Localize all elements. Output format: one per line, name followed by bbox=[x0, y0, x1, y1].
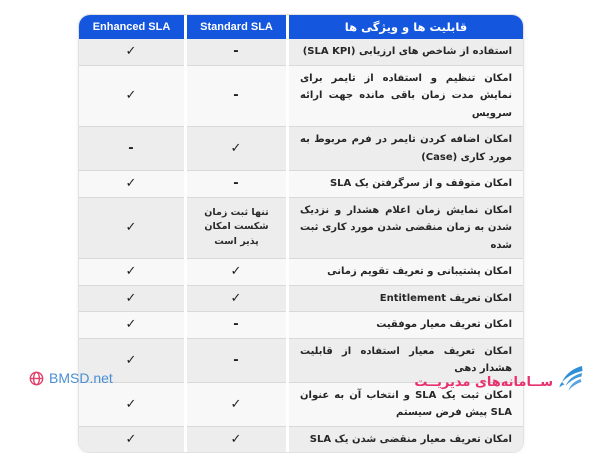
website-label: BMSD.net bbox=[49, 370, 113, 386]
header-features: قابلیت ها و ویژگی ها bbox=[289, 15, 523, 39]
standard-cell: ✓ bbox=[187, 259, 286, 286]
standard-cell: - bbox=[187, 171, 286, 198]
enhanced-cell: ✓ bbox=[79, 66, 184, 128]
enhanced-cell: ✓ bbox=[79, 39, 184, 66]
feature-cell bbox=[289, 427, 523, 453]
standard-cell: ✓ bbox=[187, 286, 286, 313]
table-row bbox=[79, 127, 523, 171]
brand-wordmark: ســامانه‌های مدیریــت bbox=[414, 375, 553, 390]
table-row bbox=[79, 259, 523, 286]
website-link[interactable] bbox=[29, 370, 113, 386]
feature-cell bbox=[289, 127, 523, 171]
feature-text: امکان اضافه کردن تایمر در فرم مربوط به مورد کاری (Case) bbox=[300, 134, 512, 163]
standard-cell: ✓ bbox=[187, 127, 286, 171]
enhanced-cell: ✓ bbox=[79, 383, 184, 427]
feature-cell bbox=[289, 171, 523, 198]
header-enhanced-sla: Enhanced SLA bbox=[79, 15, 184, 39]
table-row bbox=[79, 427, 523, 453]
enhanced-cell: ✓ bbox=[79, 259, 184, 286]
enhanced-cell: - bbox=[79, 127, 184, 171]
standard-cell: - bbox=[187, 312, 286, 339]
feature-text: امکان تعریف معیار موفقیت bbox=[376, 319, 512, 330]
brand-logo bbox=[414, 365, 584, 392]
table-row bbox=[79, 312, 523, 339]
standard-cell: ✓ bbox=[187, 383, 286, 427]
enhanced-cell: ✓ bbox=[79, 339, 184, 383]
table-row bbox=[79, 39, 523, 66]
standard-cell: - bbox=[187, 339, 286, 383]
standard-cell: - bbox=[187, 66, 286, 128]
table-row bbox=[79, 66, 523, 128]
standard-cell: تنها ثبت زمان شکست امکان پذیر است bbox=[187, 198, 286, 260]
feature-text: امکان تعریف معیار استفاده از قابلیت هشدار دهی bbox=[300, 345, 512, 374]
enhanced-cell: ✓ bbox=[79, 198, 184, 260]
feature-cell bbox=[289, 312, 523, 339]
feature-text: امکان تعریف معیار منقضی شدن یک SLA bbox=[309, 433, 512, 445]
table-header-row bbox=[79, 15, 523, 39]
feature-text: امکان ثبت یک SLA و انتخاب آن به عنوان SLA پیش فرض سیستم bbox=[300, 389, 512, 418]
feature-text: استفاده از شاخص های ارزیابی (SLA KPI) bbox=[302, 46, 512, 57]
table-row bbox=[79, 171, 523, 198]
header-standard-sla: Standard SLA bbox=[187, 15, 286, 39]
feature-text: امکان نمایش زمان اعلام هشدار و نزدیک شدن به زمان منقضی شدن مورد کاری ثبت شده bbox=[300, 204, 512, 251]
feature-cell bbox=[289, 259, 523, 286]
standard-cell: ✓ bbox=[187, 427, 286, 453]
standard-cell: - bbox=[187, 39, 286, 66]
table-row bbox=[79, 198, 523, 260]
enhanced-cell: ✓ bbox=[79, 286, 184, 313]
bird-logo-icon bbox=[558, 365, 584, 392]
feature-cell bbox=[289, 39, 523, 66]
feature-text: امکان تنظیم و استفاده از تایمر برای نمایش مدت زمان باقی مانده جهت ارائه سرویس bbox=[300, 72, 512, 119]
enhanced-cell: ✓ bbox=[79, 427, 184, 453]
feature-cell bbox=[289, 198, 523, 260]
globe-icon bbox=[29, 371, 44, 386]
table-row bbox=[79, 286, 523, 313]
feature-cell bbox=[289, 286, 523, 313]
feature-cell bbox=[289, 66, 523, 128]
enhanced-cell: ✓ bbox=[79, 171, 184, 198]
feature-text: امکان متوقف و از سرگرفتن یک SLA bbox=[329, 178, 512, 189]
enhanced-cell: ✓ bbox=[79, 312, 184, 339]
feature-text: امکان تعریف Entitlement bbox=[379, 292, 512, 304]
feature-text: امکان پشتیبانی و تعریف تقویم زمانی bbox=[327, 266, 512, 277]
